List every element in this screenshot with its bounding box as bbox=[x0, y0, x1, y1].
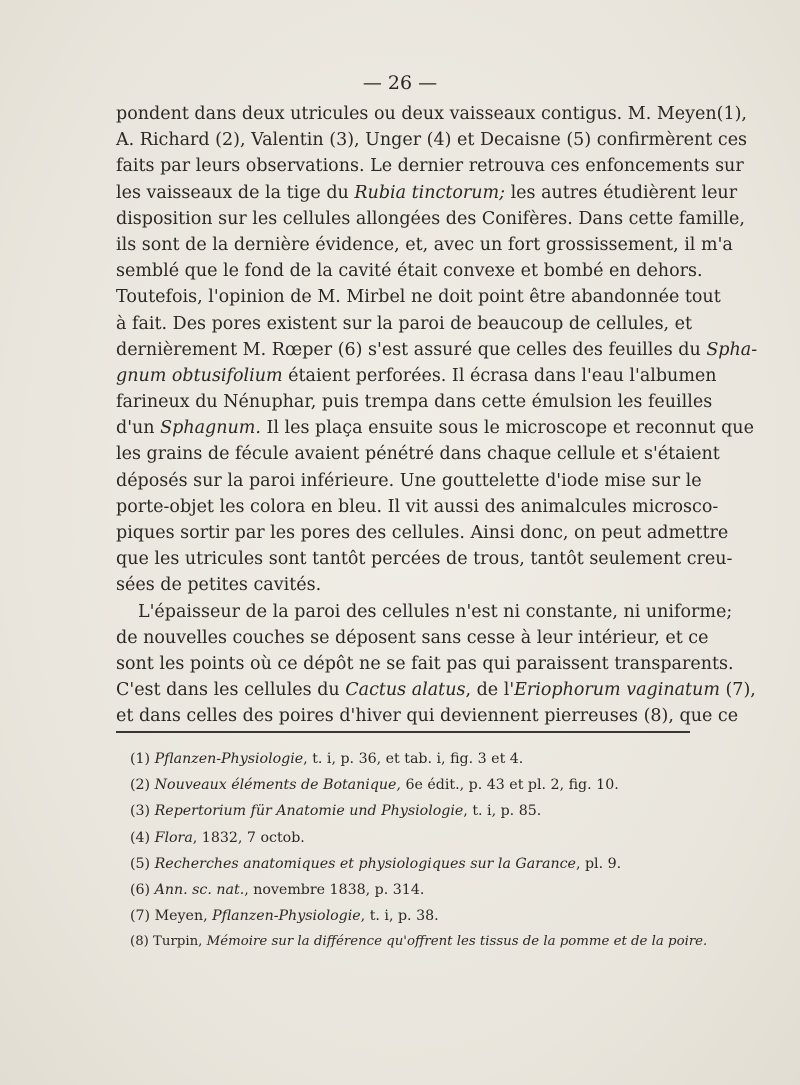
text-line: de nouvelles couches se déposent sans cesse à leur intérieur, et ce bbox=[116, 627, 709, 648]
footnote: (6) Ann. sc. nat., novembre 1838, p. 314. bbox=[130, 881, 425, 898]
text-line: piques sortir par les pores des cellules. Ainsi donc, on peut admettre bbox=[116, 523, 729, 543]
text-line: Toutefois, l'opinion de M. Mirbel ne doit point être abandonnée tout bbox=[116, 287, 721, 308]
footnote: (7) Meyen, Pflanzen-Physiologie, t. i, p. 38. bbox=[130, 908, 439, 925]
footnote: (5) Recherches anatomiques et physiologiques sur la Garance, pl. 9. bbox=[130, 855, 622, 872]
text-line: pondent dans deux utricules ou deux vaisseaux contigus. M. Meyen(1), bbox=[116, 104, 747, 124]
footnote: (2) Nouveaux éléments de Botanique, 6e édit., p. 43 et pl. 2, fig. 10. bbox=[130, 777, 619, 794]
footnote: (4) Flora, 1832, 7 octob. bbox=[130, 829, 305, 846]
text-line: à fait. Des pores existent sur la paroi de beaucoup de cellules, et bbox=[116, 313, 693, 334]
text-line: et dans celles des poires d'hiver qui deviennent pierreuses (8), que ce bbox=[116, 706, 739, 727]
footnote: (3) Repertorium für Anatomie und Physiologie, t. i, p. 85. bbox=[130, 803, 542, 820]
text-line: gnum obtusifolium étaient perforées. Il écrasa dans l'eau l'albumen bbox=[116, 365, 717, 386]
text-line: A. Richard (2), Valentin (3), Unger (4) et Decaisne (5) confirmèrent ces bbox=[116, 130, 748, 151]
text-line: les vaisseaux de la tige du Rubia tinctorum; les autres étudièrent leur bbox=[116, 182, 738, 203]
text-line: farineux du Nénuphar, puis trempa dans cette émulsion les feuilles bbox=[116, 392, 713, 413]
text-line: sont les points où ce dépôt ne se fait pas qui paraissent transparents. bbox=[116, 653, 734, 674]
text-line: faits par leurs observations. Le dernier retrouva ces enfoncements sur bbox=[116, 156, 744, 177]
text-line: d'un Sphagnum. Il les plaça ensuite sous le microscope et reconnut que bbox=[116, 418, 754, 439]
text-line: sées de petites cavités. bbox=[116, 575, 322, 596]
footnote: (1) Pflanzen-Physiologie, t. i, p. 36, et tab. i, fig. 3 et 4. bbox=[130, 751, 524, 767]
text-line: L'épaisseur de la paroi des cellules n'est ni constante, ni uniforme; bbox=[138, 601, 733, 622]
text-line: disposition sur les cellules allongées des Conifères. Dans cette famille, bbox=[116, 208, 745, 229]
footnotes bbox=[130, 746, 710, 956]
page-number: — 26 — bbox=[362, 72, 438, 94]
text-line: porte-objet les colora en bleu. Il vit aussi des animalcules microsco- bbox=[116, 496, 719, 517]
footnote-divider bbox=[116, 731, 690, 733]
main-text bbox=[116, 101, 758, 730]
text-line: C'est dans les cellules du Cactus alatus, de l'Eriophorum vaginatum (7), bbox=[116, 680, 756, 701]
footnote: (8) Turpin, Mémoire sur la différence qu'offrent les tissus de la pomme et de la poire. bbox=[130, 934, 708, 950]
text-line: dernièrement M. Rœper (6) s'est assuré que celles des feuilles du Spha- bbox=[116, 339, 758, 360]
text-line: déposés sur la paroi inférieure. Une gouttelette d'iode mise sur le bbox=[116, 470, 702, 491]
text-line: semblé que le fond de la cavité était convexe et bombé en dehors. bbox=[116, 261, 703, 282]
text-line: les grains de fécule avaient pénétré dans chaque cellule et s'étaient bbox=[116, 444, 720, 465]
text-line: ils sont de la dernière évidence, et, avec un fort grossissement, il m'a bbox=[116, 234, 733, 255]
text-line: que les utricules sont tantôt percées de trous, tantôt seulement creu- bbox=[116, 549, 733, 570]
